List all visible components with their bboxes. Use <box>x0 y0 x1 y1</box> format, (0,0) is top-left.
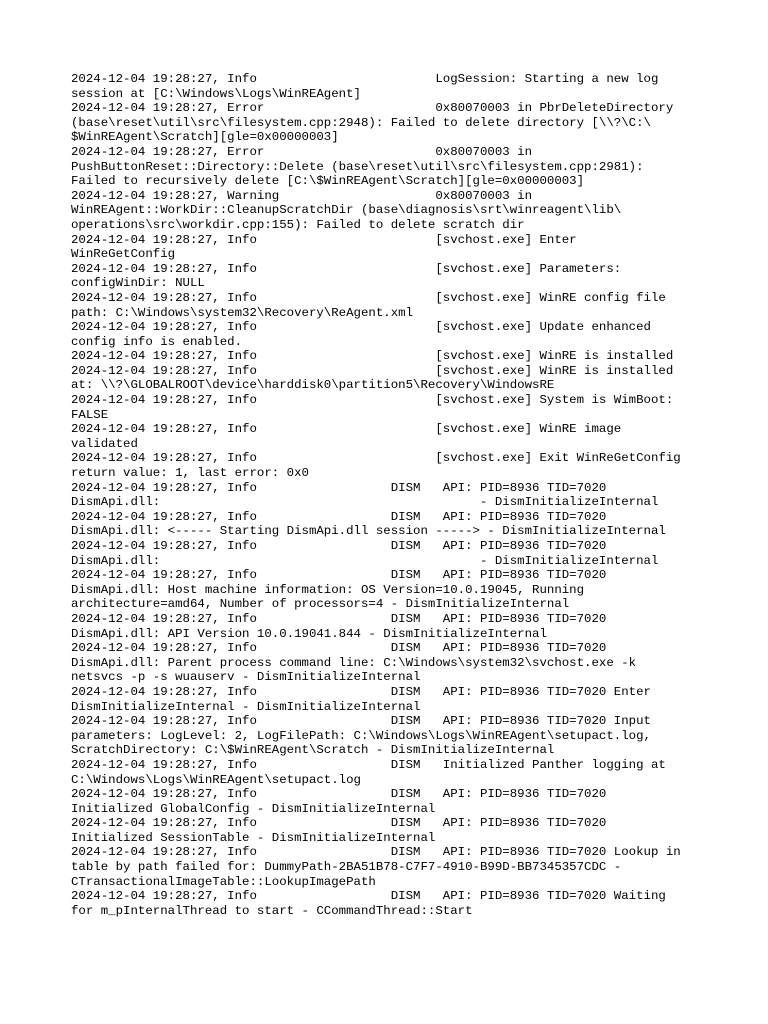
log-line: path: C:\Windows\system32\Recovery\ReAgent.xml <box>71 305 414 320</box>
log-line: ScratchDirectory: C:\$WinREAgent\Scratch - DismInitializeInternal <box>71 743 555 758</box>
log-line: 2024-12-04 19:28:27, Info [svchost.exe] Exit WinReGetConfig <box>71 451 681 466</box>
log-line: validated <box>71 436 138 451</box>
log-line: 2024-12-04 19:28:27, Info DISM API: PID=8936 TID=7020 Waiting <box>71 889 666 904</box>
log-line: 2024-12-04 19:28:27, Info DISM API: PID=8936 TID=7020 <box>71 611 607 626</box>
log-line: 2024-12-04 19:28:27, Info DISM API: PID=8936 TID=7020 Lookup in <box>71 845 681 860</box>
log-line: CTransactionalImageTable::LookupImagePath <box>71 874 376 889</box>
log-line: 2024-12-04 19:28:27, Info DISM API: PID=8936 TID=7020 <box>71 816 607 831</box>
log-line: DismApi.dll: Host machine information: OS Version=10.0.19045, Running <box>71 582 585 597</box>
log-line: configWinDir: NULL <box>71 276 205 291</box>
log-line: 2024-12-04 19:28:27, Error 0x80070003 in PbrDeleteDirectory <box>71 101 674 116</box>
log-line: 2024-12-04 19:28:27, Info [svchost.exe] WinRE is installed <box>71 363 674 378</box>
log-line: $WinREAgent\Scratch][gle=0x00000003] <box>71 130 339 145</box>
log-line: 2024-12-04 19:28:27, Info DISM API: PID=8936 TID=7020 <box>71 480 607 495</box>
log-line: DismApi.dll: API Version 10.0.19041.844 - DismInitializeInternal <box>71 626 547 641</box>
log-line: 2024-12-04 19:28:27, Warning 0x80070003 in <box>71 188 533 203</box>
log-line: return value: 1, last error: 0x0 <box>71 466 309 481</box>
log-line: Initialized SessionTable - DismInitializeInternal <box>71 830 436 845</box>
log-line: 2024-12-04 19:28:27, Info DISM API: PID=8936 TID=7020 <box>71 539 607 553</box>
log-line: 2024-12-04 19:28:27, Info [svchost.exe] WinRE is installed <box>71 349 674 364</box>
log-line: (base\reset\util\src\filesystem.cpp:2948): Failed to delete directory [\\?\C:\ <box>71 115 651 130</box>
log-line: 2024-12-04 19:28:27, Info [svchost.exe] Update enhanced <box>71 320 651 335</box>
log-line: operations\src\workdir.cpp:155): Failed to delete scratch dir <box>71 217 525 232</box>
log-line: 2024-12-04 19:28:27, Info [svchost.exe] Enter <box>71 232 577 247</box>
log-line: config info is enabled. <box>71 334 243 349</box>
log-line: session at [C:\Windows\Logs\WinREAgent] <box>71 86 361 101</box>
log-line: 2024-12-04 19:28:27, Info DISM API: PID=8936 TID=7020 <box>71 787 607 802</box>
log-line: DismApi.dll: Parent process command line: C:\Windows\system32\svchost.exe -k <box>71 655 637 670</box>
log-line: 2024-12-04 19:28:27, Info [svchost.exe] System is WimBoot: <box>71 393 674 408</box>
log-line: DismApi.dll: <----- Starting DismApi.dll session -----> - DismInitializeInternal <box>71 524 666 539</box>
log-line: 2024-12-04 19:28:27, Info DISM API: PID=8936 TID=7020 Input <box>71 714 651 729</box>
log-line: 2024-12-04 19:28:27, Info LogSession: Starting a new log <box>71 72 659 86</box>
log-line: FALSE <box>71 407 109 422</box>
log-line: 2024-12-04 19:28:27, Info DISM API: PID=8936 TID=7020 <box>71 641 607 656</box>
log-line: Initialized GlobalConfig - DismInitializeInternal <box>71 801 436 816</box>
log-line: WinREAgent::WorkDir::CleanupScratchDir (base\diagnosis\srt\winreagent\lib\ <box>71 203 622 218</box>
log-line: DismApi.dll: - DismInitializeInternal <box>71 553 659 568</box>
log-line: for m_pInternalThread to start - CCommandThread::Start <box>71 903 473 918</box>
log-line: 2024-12-04 19:28:27, Info DISM API: PID=8936 TID=7020 <box>71 568 607 583</box>
log-line: 2024-12-04 19:28:27, Info DISM API: PID=8936 TID=7020 Enter <box>71 684 651 699</box>
log-line: parameters: LogLevel: 2, LogFilePath: C:\Windows\Logs\WinREAgent\setupact.log, <box>71 728 651 743</box>
log-line: DismInitializeInternal - DismInitializeInternal <box>71 699 421 714</box>
log-line: 2024-12-04 19:28:27, Info DISM API: PID=8936 TID=7020 <box>71 509 607 524</box>
log-document <box>71 72 711 918</box>
log-line: WinReGetConfig <box>71 247 176 262</box>
log-line: Failed to recursively delete [C:\$WinREAgent\Scratch][gle=0x00000003] <box>71 174 585 189</box>
log-line: netsvcs -p -s wuauserv - DismInitializeInternal <box>71 670 421 685</box>
log-line: at: \\?\GLOBALROOT\device\harddisk0\partition5\Recovery\WindowsRE <box>71 378 555 393</box>
log-line: 2024-12-04 19:28:27, Info [svchost.exe] WinRE config file <box>71 290 666 305</box>
log-line: 2024-12-04 19:28:27, Info [svchost.exe] Parameters: <box>71 261 622 276</box>
log-line: 2024-12-04 19:28:27, Info DISM Initialized Panther logging at <box>71 757 666 772</box>
log-line: architecture=amd64, Number of processors=4 - DismInitializeInternal <box>71 597 570 612</box>
log-line: 2024-12-04 19:28:27, Error 0x80070003 in <box>71 144 533 159</box>
log-line: 2024-12-04 19:28:27, Info [svchost.exe] WinRE image <box>71 422 622 437</box>
log-line: C:\Windows\Logs\WinREAgent\setupact.log <box>71 772 361 787</box>
log-line: table by path failed for: DummyPath-2BA51B78-C7F7-4910-B99D-BB7345357CDC - <box>71 860 622 875</box>
log-line: DismApi.dll: - DismInitializeInternal <box>71 495 659 510</box>
log-line: PushButtonReset::Directory::Delete (base\reset\util\src\filesystem.cpp:2981): <box>71 159 644 174</box>
